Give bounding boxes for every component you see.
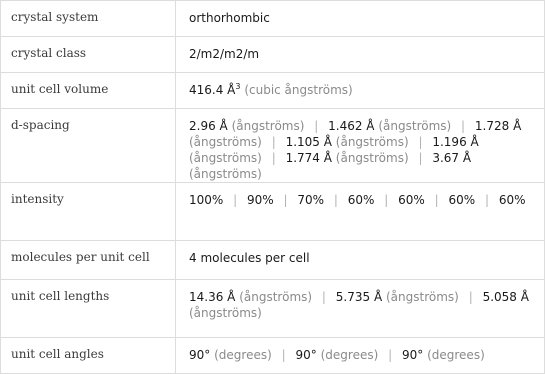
list-item: 100% [189,193,224,207]
row-intensity [1,183,545,241]
row-value [176,338,545,374]
item-unit: (ångströms) [189,135,262,149]
list-item: 60% [347,193,375,207]
row-label: d-spacing [1,109,176,183]
row-value [176,183,545,241]
item-unit: (degrees) [320,348,379,362]
list-item [402,348,485,362]
row-d-spacing [1,109,545,183]
row-value [176,280,545,338]
item-unit: (ångströms) [335,135,409,149]
row-label: unit cell angles [1,338,176,374]
separator: | [233,193,238,207]
item-value: 90° [189,348,211,362]
item-unit: (ångströms) [239,290,313,304]
item-value: 1.105 Å [285,135,332,149]
separator: | [461,119,466,133]
row-label: unit cell volume [1,73,176,109]
row-value [176,73,545,109]
row-crystal-class [1,37,545,73]
item-unit: (ångströms) [189,151,262,165]
row-value: 2/m2/m2/m [176,37,545,73]
volume-value: 416.4 Å [189,83,236,97]
item-unit: (ångströms) [231,119,305,133]
row-label: crystal class [1,37,176,73]
separator: | [485,193,490,207]
separator: | [283,193,288,207]
item-value: 3.67 Å [432,151,472,165]
item-value: 14.36 Å [189,290,236,304]
separator: | [434,193,439,207]
row-unit-cell-angles [1,338,545,374]
item-unit: (ångströms) [386,290,459,304]
separator: | [321,290,326,304]
list-item [328,119,451,133]
list-item: 60% [498,193,526,207]
list-item [286,135,409,149]
item-unit: (degrees) [214,348,272,362]
separator: | [271,151,276,165]
item-value: 1.462 Å [328,119,375,133]
row-crystal-system [1,1,545,37]
row-label: molecules per unit cell [1,241,176,280]
row-value: 4 molecules per cell [176,241,545,280]
separator: | [271,135,276,149]
list-item [295,348,378,362]
separator: | [281,348,286,362]
row-label: unit cell lengths [1,280,176,338]
row-unit-cell-volume [1,73,545,109]
row-value [176,109,545,183]
volume-exponent: 3 [235,82,241,91]
list-item [286,151,409,165]
item-unit: (ångströms) [335,151,409,165]
item-value: 90° [295,348,317,362]
item-value: 2.96 Å [189,119,228,133]
item-unit: (ångströms) [189,306,262,320]
item-value: 5.058 Å [482,290,529,304]
item-value: 1.728 Å [474,119,522,133]
list-item [189,119,304,133]
separator: | [314,119,319,133]
separator: | [418,151,423,165]
row-value: orthorhombic [176,1,545,37]
list-item: 90% [247,193,274,207]
item-unit: (ångströms) [378,119,452,133]
list-item [189,348,272,362]
item-value: 1.196 Å [432,135,479,149]
row-molecules-per-unit-cell [1,241,545,280]
separator: | [333,193,338,207]
item-value: 1.774 Å [285,151,332,165]
volume-unit: (cubic ångströms) [244,83,353,97]
separator: | [388,348,393,362]
list-item [336,290,459,304]
item-value: 5.735 Å [335,290,383,304]
row-label: crystal system [1,1,176,37]
list-item [189,290,312,304]
list-item: 60% [448,193,476,207]
list-item: 60% [398,193,425,207]
separator: | [384,193,389,207]
row-unit-cell-lengths [1,280,545,338]
item-unit: (degrees) [427,348,485,362]
separator: | [468,290,473,304]
separator: | [418,135,423,149]
item-value: 90° [401,348,424,362]
item-unit: (ångströms) [189,167,262,181]
list-item: 70% [297,193,325,207]
row-label: intensity [1,183,176,241]
